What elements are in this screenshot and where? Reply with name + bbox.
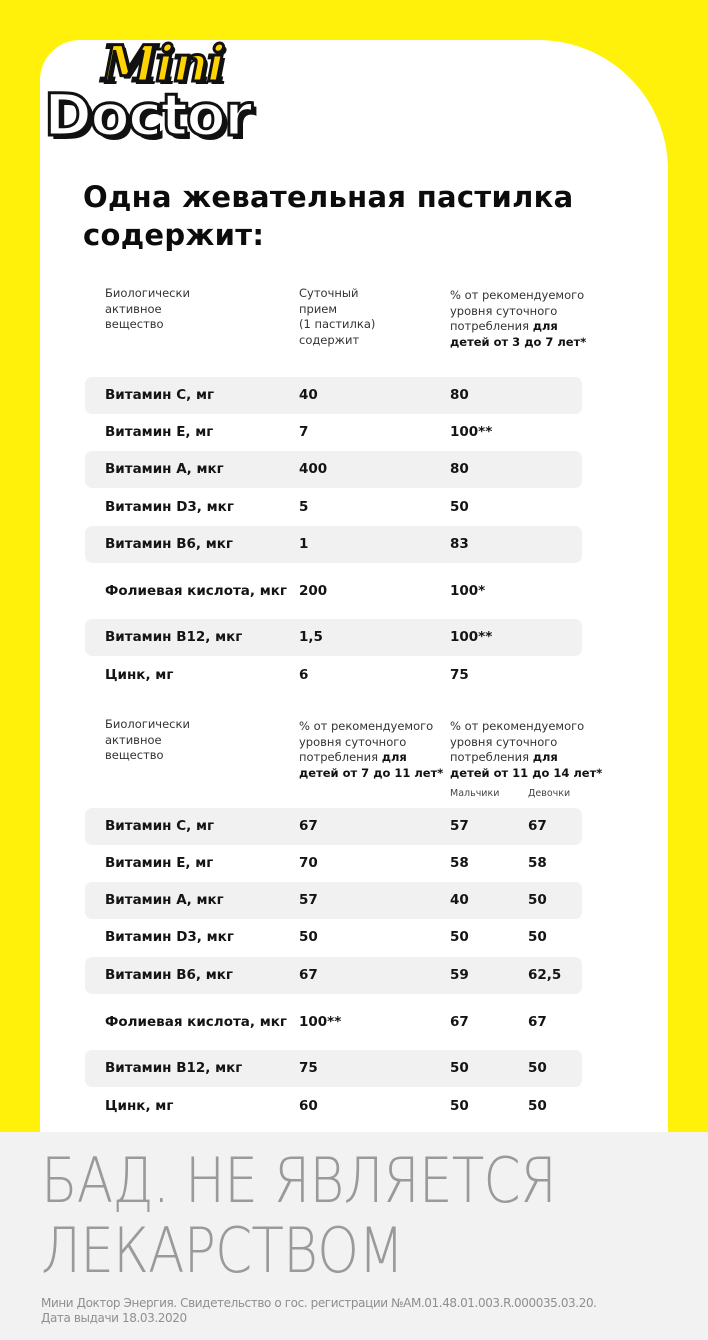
pct-value: 83 bbox=[450, 536, 469, 552]
table2-row bbox=[85, 882, 582, 919]
substance-name: Витамин D3, мкг bbox=[105, 499, 234, 515]
table1-row bbox=[85, 657, 582, 694]
table1-row bbox=[85, 414, 582, 451]
pct-7-11-value: 60 bbox=[299, 1098, 318, 1114]
pct-7-11-value: 70 bbox=[299, 855, 318, 871]
table1-header-percent-3-7 bbox=[450, 288, 586, 350]
boys-value: 58 bbox=[450, 855, 469, 871]
header-line: вещество bbox=[105, 317, 164, 331]
substance-name: Фолиевая кислота, мкг bbox=[105, 583, 287, 599]
girls-value: 50 bbox=[528, 1060, 547, 1076]
header-line: уровня суточного bbox=[299, 734, 407, 749]
header-bold: детей от 7 до 11 лет* bbox=[299, 765, 444, 780]
table2-header-percent-7-11 bbox=[299, 719, 443, 781]
substance-name: Витамин Е, мг bbox=[105, 424, 214, 440]
substance-name: Фолиевая кислота, мкг bbox=[105, 1014, 287, 1030]
subheader-girls: Девочки bbox=[528, 788, 571, 799]
header-line: Биологически bbox=[105, 286, 190, 300]
header-text: потребления bbox=[450, 319, 533, 333]
logo-doctor-text: Doctor bbox=[44, 81, 251, 149]
amount-value: 200 bbox=[299, 583, 328, 599]
boys-value: 50 bbox=[450, 1098, 469, 1114]
header-line bbox=[450, 750, 602, 766]
substance-name: Витамин В12, мкг bbox=[105, 629, 243, 645]
pct-value: 100** bbox=[450, 424, 493, 440]
registration-line: Мини Доктор Энергия. Свидетельство о гос. регистрации №AM.01.48.01.003.R.000035.03.20. bbox=[41, 1296, 597, 1310]
logo-mini-text: Mini bbox=[102, 34, 224, 93]
header-line: (1 пастилка) bbox=[299, 317, 376, 331]
header-text: потребления bbox=[299, 750, 382, 764]
table2-row bbox=[85, 1050, 582, 1087]
amount-value: 400 bbox=[299, 461, 328, 477]
pct-value: 80 bbox=[450, 461, 469, 477]
pct-value: 50 bbox=[450, 499, 469, 515]
header-line: вещество bbox=[105, 748, 164, 762]
table1-row bbox=[85, 377, 582, 414]
substance-name: Витамин В6, мкг bbox=[105, 536, 233, 552]
header-line: активное bbox=[105, 732, 162, 747]
disclaimer-line: ЛЕКАРСТВОМ bbox=[41, 1214, 404, 1287]
girls-value: 67 bbox=[528, 1014, 547, 1030]
table2-row bbox=[85, 845, 582, 882]
substance-name: Витамин А, мкг bbox=[105, 461, 224, 477]
header-bold: для bbox=[532, 750, 558, 764]
header-bold: детей от 11 до 14 лет* bbox=[450, 765, 603, 780]
table1-row bbox=[85, 573, 582, 610]
header-line: содержит bbox=[299, 332, 360, 347]
boys-value: 59 bbox=[450, 967, 469, 983]
header-line: уровня суточного bbox=[450, 303, 558, 318]
supplement-disclaimer bbox=[41, 1146, 556, 1286]
pct-7-11-value: 75 bbox=[299, 1060, 318, 1076]
substance-name: Витамин D3, мкг bbox=[105, 929, 234, 945]
footer bbox=[0, 1132, 708, 1340]
table2-row bbox=[85, 957, 582, 994]
substance-name: Цинк, мг bbox=[105, 1098, 174, 1114]
header-bold: для bbox=[532, 319, 558, 333]
substance-name: Витамин В12, мкг bbox=[105, 1060, 243, 1076]
pct-7-11-value: 100** bbox=[299, 1014, 342, 1030]
disclaimer-line: БАД. НЕ ЯВЛЯЕТСЯ bbox=[41, 1144, 556, 1217]
girls-value: 50 bbox=[528, 892, 547, 908]
header-line bbox=[450, 766, 602, 782]
header-line bbox=[299, 766, 443, 782]
table1-row bbox=[85, 526, 582, 563]
pct-7-11-value: 50 bbox=[299, 929, 318, 945]
pct-7-11-value: 67 bbox=[299, 818, 318, 834]
boys-value: 40 bbox=[450, 892, 469, 908]
header-line: Суточный bbox=[299, 286, 359, 300]
registration-info bbox=[41, 1296, 681, 1326]
boys-value: 57 bbox=[450, 818, 469, 834]
pct-value: 80 bbox=[450, 387, 469, 403]
amount-value: 1,5 bbox=[299, 629, 323, 645]
table1-header-daily-intake bbox=[299, 286, 375, 348]
amount-value: 5 bbox=[299, 499, 309, 515]
amount-value: 40 bbox=[299, 387, 318, 403]
table2-row bbox=[85, 808, 582, 845]
amount-value: 1 bbox=[299, 536, 309, 552]
pct-value: 75 bbox=[450, 667, 469, 683]
header-line: Биологически bbox=[105, 717, 190, 731]
amount-value: 6 bbox=[299, 667, 309, 683]
boys-value: 50 bbox=[450, 1060, 469, 1076]
substance-name: Витамин Е, мг bbox=[105, 855, 214, 871]
header-line: прием bbox=[299, 301, 338, 316]
substance-name: Витамин А, мкг bbox=[105, 892, 224, 908]
girls-value: 67 bbox=[528, 818, 547, 834]
pct-7-11-value: 57 bbox=[299, 892, 318, 908]
header-text: потребления bbox=[450, 750, 533, 764]
header-bold: для bbox=[381, 750, 407, 764]
mini-doctor-logo bbox=[44, 36, 294, 156]
header-line: % от рекомендуемого bbox=[450, 719, 585, 733]
girls-value: 50 bbox=[528, 1098, 547, 1114]
substance-name: Витамин В6, мкг bbox=[105, 967, 233, 983]
girls-value: 50 bbox=[528, 929, 547, 945]
substance-name: Витамин С, мг bbox=[105, 387, 215, 403]
table1-row bbox=[85, 451, 582, 488]
header-bold: детей от 3 до 7 лет* bbox=[450, 334, 587, 349]
header-line bbox=[450, 319, 586, 335]
table2-header-substance bbox=[105, 717, 190, 764]
table2-row bbox=[85, 1004, 582, 1041]
header-line: уровня суточного bbox=[450, 734, 558, 749]
header-line bbox=[299, 750, 443, 766]
amount-value: 7 bbox=[299, 424, 309, 440]
header-line: % от рекомендуемого bbox=[450, 288, 585, 302]
pct-7-11-value: 67 bbox=[299, 967, 318, 983]
pct-value: 100* bbox=[450, 583, 486, 599]
boys-value: 67 bbox=[450, 1014, 469, 1030]
pct-value: 100** bbox=[450, 629, 493, 645]
girls-value: 62,5 bbox=[528, 967, 562, 983]
subheader-boys: Мальчики bbox=[450, 788, 500, 799]
header-line: активное bbox=[105, 301, 162, 316]
table2-row bbox=[85, 919, 582, 956]
boys-value: 50 bbox=[450, 929, 469, 945]
table2-header-percent-11-14 bbox=[450, 719, 602, 781]
header-line bbox=[450, 335, 586, 351]
registration-date: Дата выдачи 18.03.2020 bbox=[41, 1311, 187, 1325]
header-line: % от рекомендуемого bbox=[299, 719, 434, 733]
substance-name: Цинк, мг bbox=[105, 667, 174, 683]
substance-name: Витамин С, мг bbox=[105, 818, 215, 834]
page-title: Одна жевательная пастилка содержит: bbox=[83, 180, 574, 252]
table2-row bbox=[85, 1088, 582, 1125]
table1-row bbox=[85, 489, 582, 526]
girls-value: 58 bbox=[528, 855, 547, 871]
table1-header-substance bbox=[105, 286, 190, 333]
table1-row bbox=[85, 619, 582, 656]
